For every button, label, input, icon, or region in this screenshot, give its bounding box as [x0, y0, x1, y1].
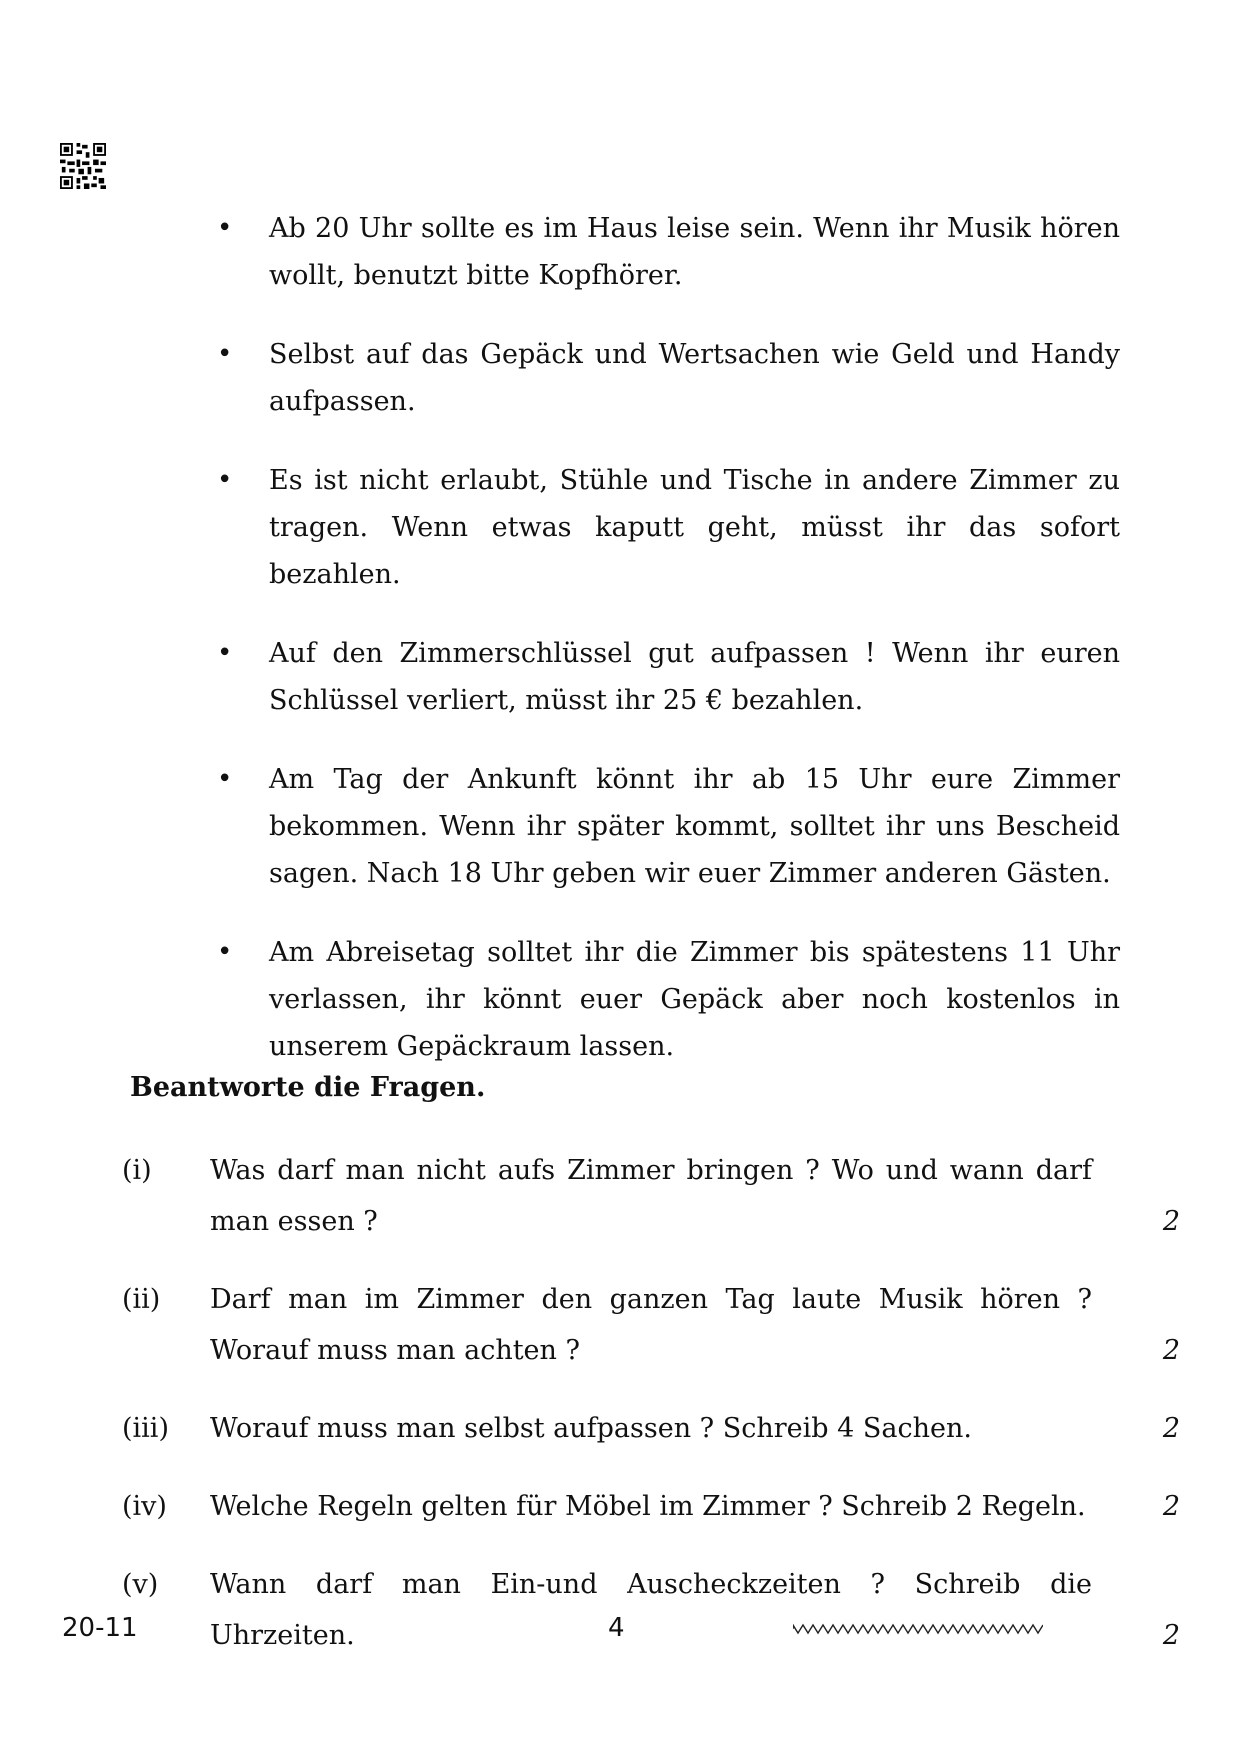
section-heading: Beantworte die Fragen.: [130, 1072, 486, 1103]
rule-item: [210, 331, 1120, 425]
question-item: [122, 1145, 1180, 1247]
question-number: (iv): [122, 1491, 167, 1522]
rule-text: Ab 20 Uhr sollte es im Haus leise sein. Wenn ihr Musik hören wollt, benutzt bitte Kopfhörer.: [269, 213, 1120, 291]
rule-text: Am Abreisetag solltet ihr die Zimmer bis spätestens 11 Uhr verlassen, ihr könnt euer Gepäck aber noch kostenlos in unserem Gepäckraum lassen.: [269, 937, 1120, 1062]
rule-item: [210, 929, 1120, 1070]
question-item: [122, 1559, 1180, 1661]
qr-code-icon: [60, 143, 106, 189]
bullet-icon: •: [217, 339, 233, 369]
question-number: (v): [122, 1569, 159, 1600]
question-item: [122, 1481, 1180, 1532]
footer-code: 20-11: [62, 1613, 138, 1643]
rule-text: Am Tag der Ankunft könnt ihr ab 15 Uhr eure Zimmer bekommen. Wenn ihr später kommt, solltet ihr uns Bescheid sagen. Nach 18 Uhr geben wir euer Zimmer anderen Gästen.: [269, 764, 1120, 889]
rule-item: [210, 457, 1120, 598]
bullet-icon: •: [217, 465, 233, 495]
question-marks: 2: [1162, 1335, 1180, 1366]
rules-list: [210, 205, 1120, 1102]
bullet-icon: •: [217, 213, 233, 243]
question-marks: 2: [1162, 1620, 1180, 1651]
question-marks: 2: [1162, 1206, 1180, 1237]
bullet-icon: •: [217, 937, 233, 967]
rule-text: Es ist nicht erlaubt, Stühle und Tische in andere Zimmer zu tragen. Wenn etwas kaputt geht, müsst ihr das sofort bezahlen.: [269, 465, 1120, 590]
question-text: Darf man im Zimmer den ganzen Tag laute Musik hören ? Worauf muss man achten ?: [210, 1284, 1092, 1366]
question-marks: 2: [1162, 1491, 1180, 1522]
question-text: Was darf man nicht aufs Zimmer bringen ? Wo und wann darf man essen ?: [210, 1155, 1092, 1237]
question-text: Wann darf man Ein-und Auscheckzeiten ? Schreib die Uhrzeiten.: [210, 1569, 1092, 1651]
wavy-line-icon: [793, 1622, 1043, 1636]
question-item: [122, 1403, 1180, 1454]
question-number: (i): [122, 1155, 152, 1186]
question-item: [122, 1274, 1180, 1376]
rule-item: [210, 630, 1120, 724]
question-marks: 2: [1162, 1413, 1180, 1444]
question-number: (ii): [122, 1284, 161, 1315]
question-number: (iii): [122, 1413, 169, 1444]
questions-list: [122, 1145, 1180, 1688]
rule-item: [210, 756, 1120, 897]
rule-item: [210, 205, 1120, 299]
question-text: Welche Regeln gelten für Möbel im Zimmer ? Schreib 2 Regeln.: [210, 1491, 1086, 1522]
bullet-icon: •: [217, 764, 233, 794]
bullet-icon: •: [217, 638, 233, 668]
page-number: 4: [608, 1613, 625, 1643]
rule-text: Selbst auf das Gepäck und Wertsachen wie Geld und Handy aufpassen.: [269, 339, 1120, 417]
question-text: Worauf muss man selbst aufpassen ? Schreib 4 Sachen.: [210, 1413, 972, 1444]
rule-text: Auf den Zimmerschlüssel gut aufpassen ! Wenn ihr euren Schlüssel verliert, müsst ihr 25 € bezahlen.: [269, 638, 1120, 716]
